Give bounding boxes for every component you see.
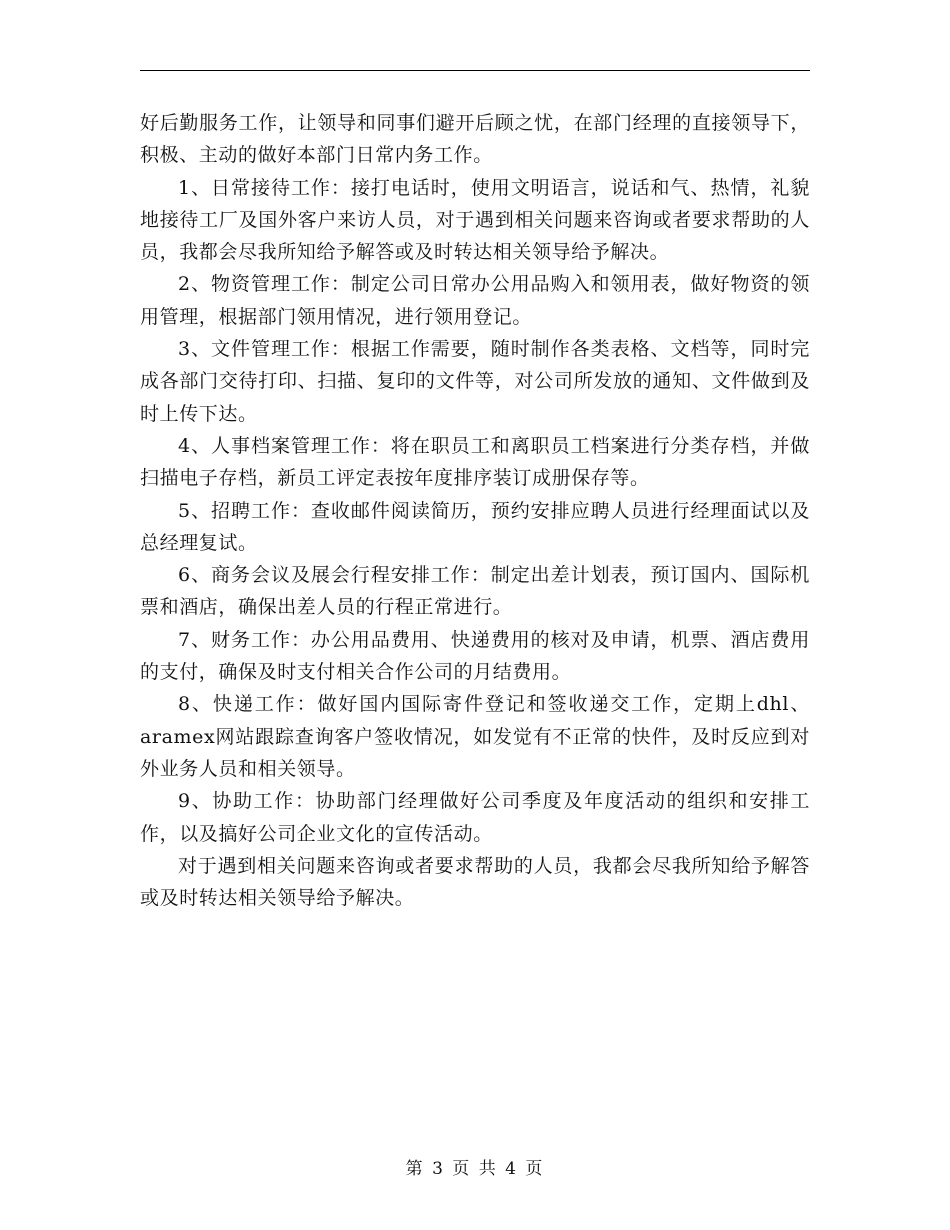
paragraph-reception: 1、日常接待工作：接打电话时，使用文明语言，说话和气、热情，礼貌地接待工厂及国外客户来访人员，对于遇到相关问题来咨询或者要求帮助的人员，我都会尽我所知给予解答或及时转达相关领导给予解决。	[140, 176, 810, 264]
page-number: 第 3 页 共 4 页	[405, 1159, 545, 1179]
paragraph-assistance: 9、协助工作：协助部门经理做好公司季度及年度活动的组织和安排工作，以及搞好公司企业文化的宣传活动。	[140, 790, 810, 845]
document-body	[140, 107, 810, 914]
paragraph-finance: 7、财务工作：办公用品费用、快递费用的核对及申请，机票、酒店费用的支付，确保及时支付相关合作公司的月结费用。	[140, 628, 810, 684]
paragraph-courier: 8、快递工作：做好国内国际寄件登记和签收递交工作，定期上dhl、aramex网站跟踪查询客户签收情况，如发觉有不正常的快件，及时反应到对外业务人员和相关领导。	[140, 693, 810, 780]
paragraph-travel: 6、商务会议及展会行程安排工作：制定出差计划表，预订国内、国际机票和酒店，确保出差人员的行程正常进行。	[140, 564, 810, 619]
paragraph-materials: 2、物资管理工作：制定公司日常办公用品购入和领用表，做好物资的领用管理，根据部门领用情况，进行领用登记。	[140, 273, 810, 328]
header-rule	[140, 70, 810, 71]
paragraph-personnel-files: 4、人事档案管理工作：将在职员工和离职员工档案进行分类存档，并做扫描电子存档，新员工评定表按年度排序装订成册保存等。	[140, 434, 810, 490]
paragraph-recruitment: 5、招聘工作：查收邮件阅读简历，预约安排应聘人员进行经理面试以及总经理复试。	[140, 499, 810, 554]
paragraph-closing: 对于遇到相关问题来咨询或者要求帮助的人员，我都会尽我所知给予解答或及时转达相关领导给予解决。	[140, 854, 810, 910]
paragraph-documents: 3、文件管理工作：根据工作需要，随时制作各类表格、文档等，同时完成各部门交待打印、扫描、复印的文件等，对公司所发放的通知、文件做到及时上传下达。	[140, 338, 810, 425]
paragraph-intro: 好后勤服务工作，让领导和同事们避开后顾之忧，在部门经理的直接领导下，积极、主动的做好本部门日常内务工作。	[140, 112, 810, 167]
